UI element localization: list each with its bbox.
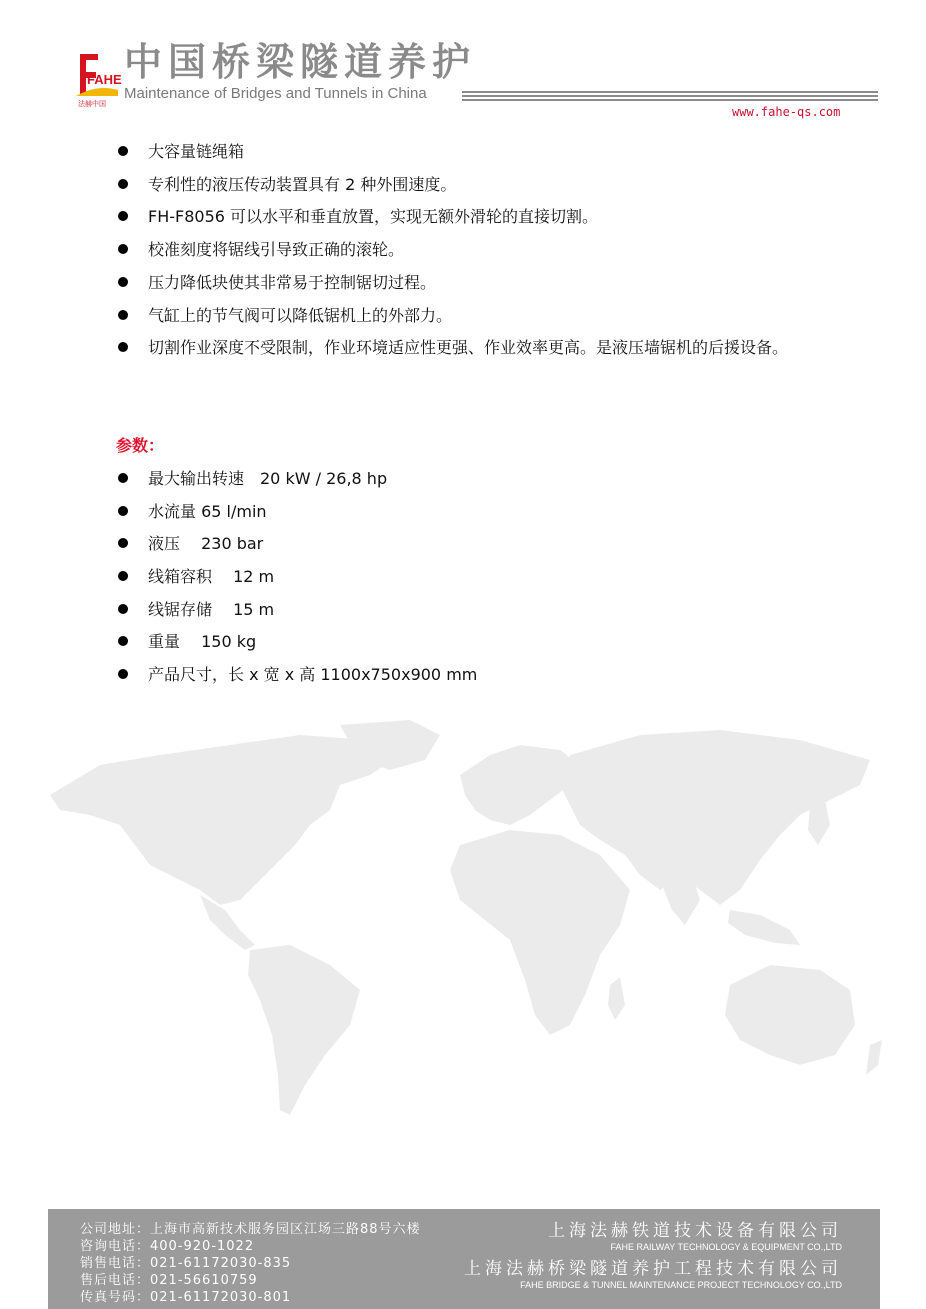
bullet-icon xyxy=(118,342,128,352)
page-footer xyxy=(48,1209,880,1309)
bullet-icon xyxy=(118,244,128,254)
header-rule xyxy=(462,91,878,93)
company2-name-en: FAHE BRIDGE & TUNNEL MAINTENANCE PROJECT TECHNOLOGY CO.,LTD xyxy=(520,1280,842,1290)
bullet-icon xyxy=(118,538,128,548)
header-rule xyxy=(462,99,878,101)
sales-phone: 销售电话：021-61172030-835 xyxy=(80,1256,292,1271)
bullet-icon xyxy=(118,636,128,646)
params-heading: 参数： xyxy=(116,436,165,455)
bullet-icon xyxy=(118,669,128,679)
consult-phone: 咨询电话：400-920-1022 xyxy=(80,1239,255,1254)
company1-name-en: FAHE RAILWAY TECHNOLOGY & EQUIPMENT CO.,LTD xyxy=(610,1242,842,1252)
bullet-icon xyxy=(118,506,128,516)
bullet-icon xyxy=(118,146,128,156)
page-header xyxy=(0,0,926,130)
fahe-logo xyxy=(76,44,122,108)
site-title-en: Maintenance of Bridges and Tunnels in China xyxy=(124,85,427,102)
after-sales-phone: 售后电话：021-56610759 xyxy=(80,1273,258,1288)
bullet-icon xyxy=(118,179,128,189)
logo-text: FAHE xyxy=(87,72,122,87)
company-names xyxy=(464,1221,842,1297)
world-map-watermark xyxy=(40,715,890,1135)
fax-number: 传真号码：021-61172030-801 xyxy=(80,1290,292,1305)
bullet-icon xyxy=(118,211,128,221)
bullet-icon xyxy=(118,277,128,287)
address: 公司地址：上海市高新技术服务园区江场三路88号六楼 xyxy=(80,1222,421,1237)
logo-caption: 法赫中国 xyxy=(78,100,106,108)
contact-info xyxy=(80,1221,421,1306)
header-rule xyxy=(462,95,878,97)
site-title-cn: 中国桥梁隧道养护 xyxy=(124,40,477,84)
company1-name-cn: 上海法赫铁道技术设备有限公司 xyxy=(548,1221,842,1241)
company2-name-cn: 上海法赫桥梁隧道养护工程技术有限公司 xyxy=(464,1259,842,1279)
website-link[interactable]: www.fahe-qs.com xyxy=(732,105,841,119)
bullet-icon xyxy=(118,310,128,320)
bullet-icon xyxy=(118,604,128,614)
bullet-icon xyxy=(118,473,128,483)
bullet-icon xyxy=(118,571,128,581)
